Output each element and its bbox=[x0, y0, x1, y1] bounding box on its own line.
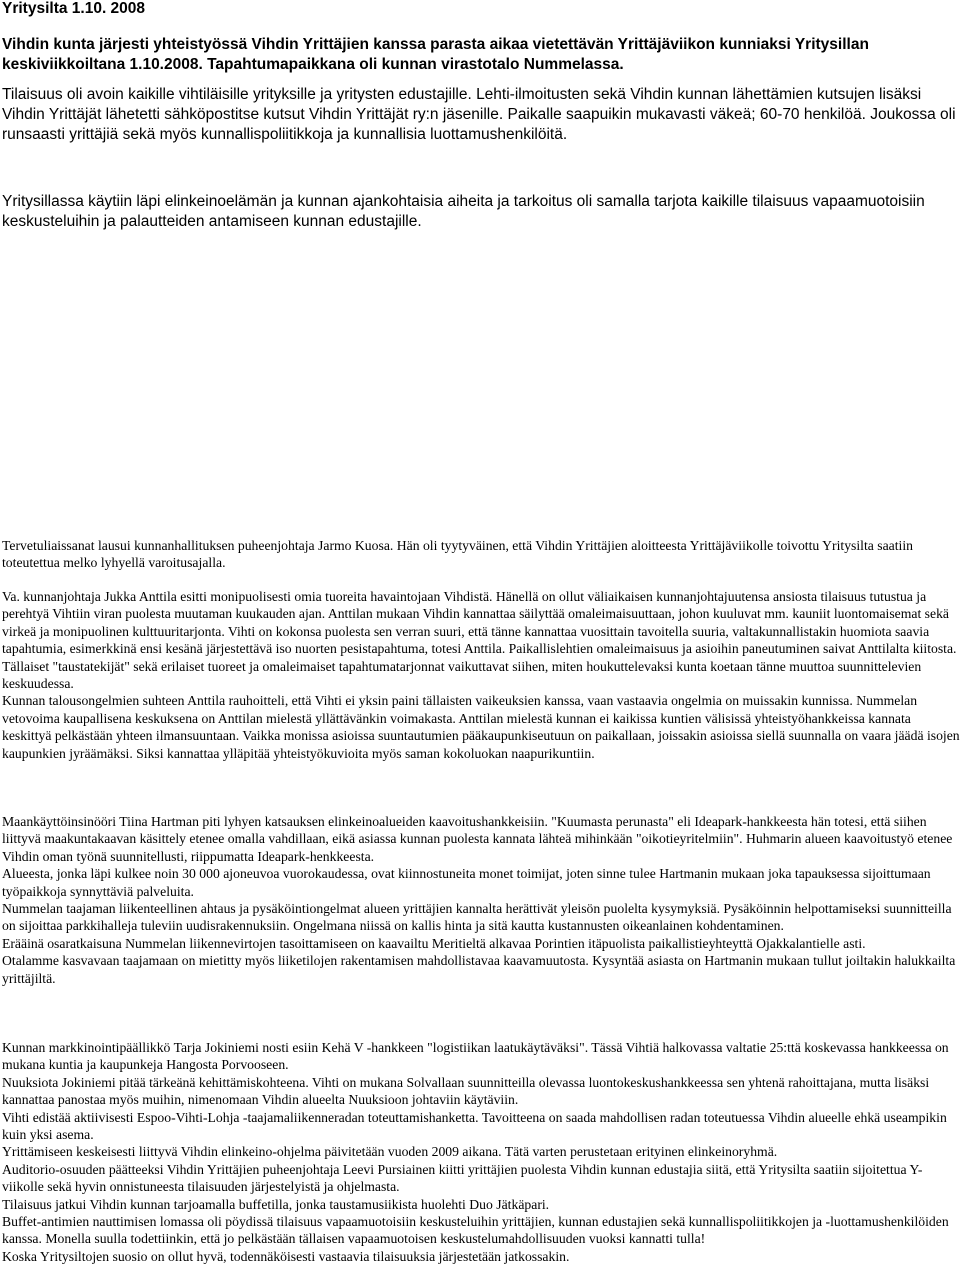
land-use-line-1: Maankäyttöinsinööri Tiina Hartman piti lyhyen katsauksen elinkeinoalueiden kaavoitushankkeisiin. "Kuumasta perunasta" eli Ideapark-hankkeesta hän totesi, että siihen liittyvä maakuntakaavan käsittely etenee omalla vahdillaan, eikä asiassa kunnan puolesta kannata lähteä mihinkään "oikotieyritelmiin". Huhmarin alueen kaavoitustyö etenee Vihdin oman työnä suunnitellusti, riippumatta Ideapark-henkkeesta. bbox=[2, 814, 953, 864]
section-welcome bbox=[2, 537, 960, 572]
land-use-line-2: Alueesta, jonka läpi kulkee noin 30 000 ajoneuvoa vuorokaudessa, ovat kiinnostuneita monet toimijat, joten sinne tulee Hartmanin mukaan joka tapauksessa sijoittumaan työpaikkoja synnyttäviä palveluita. bbox=[2, 866, 931, 899]
land-use-line-4: Erääinä osaratkaisuna Nummelan liikennevirtojen tasoittamiseen on kaavailtu Meritieltä alkavaa Porintien itäpuolista paikallistieyhteyttä Ojakkalantielle asti. bbox=[2, 935, 866, 951]
document-title: Yritysilta 1.10. 2008 bbox=[2, 0, 146, 17]
marketing-line-2: Nuuksiota Jokiniemi pitää tärkeänä kehittämiskohteena. Vihti on mukana Solvallaan suunnitteilla olevassa luontokeskushankkeessa sen yhtenä rahoittajana, mutta lisäksi kannattaa panostaa myös muihin, nimenomaan Vihdin alueelta Nuuksioon johtaviin käytäviin. bbox=[2, 1074, 930, 1108]
mayor-line-1: Va. kunnanjohtaja Jukka Anttila esitti monipuolisesti omia tuoreita havaintojaan Vihdistä. Hänellä on ollut väliaikaisen kunnanjohtajuutensa ansiosta tilaisuus tutustua ja perehtyä Vihtiin viran puolesta muutaman kuukauden ajan. Anttilan mukaan Vihdin kannattaa säilyttää omaleimaisuuttaan, johon kuuluvat mm. kauniit luontomaisemat sekä virkeä ja monipuolinen kulttuuritarjonta. Vihti on kokonsa puolesta sen verran suuri, että tänne kannattaa vuosittain tavoitella suuria, valtakunnallistakin huomiota saavia tapahtumia, esimerkkinä ensi kesänä järjestettävä iso nuorten pesistapahtuma, totesi Anttila. Paikallislehtien omaleimaisuus ja asioihin paneutuminen saivat Anttilalta kiitosta. bbox=[2, 589, 957, 657]
marketing-line-5: Auditorio-osuuden päätteeksi Vihdin Yrittäjien puheenjohtaja Leevi Pursiainen kiitti yrittäjien puolesta Vihdin kunnan edustajia siitä, että Yritysilta saatiin sijoitettua Y-viikolle sekä hyvin onnistuneesta tilaisuuden järjestelyistä ja ohjelmasta. bbox=[2, 1161, 923, 1195]
intro-lead-paragraph: Vihdin kunta järjesti yhteistyössä Vihdin Yrittäjien kanssa parasta aikaa vietettävän Yrittäjäviikon kunniaksi Yritysillan keskiviikkoiltana 1.10.2008. Tapahtumapaikkana oli kunnan virastotalo Nummelassa. bbox=[2, 36, 869, 73]
section-mayor bbox=[2, 588, 960, 762]
mayor-line-2: Tällaiset "taustatekijät" sekä erilaiset tuoreet ja omaleimaiset tapahtumatarjonnat vaikuttavat siihen, miten houkuttelevaksi kunta koetaan tänne muuttoa suunnittelevien keskuudessa. bbox=[2, 658, 922, 692]
mayor-line-3: Kunnan talousongelmien suhteen Anttila rauhoitteli, että Vihti ei yksin paini tällaisten vaikeuksien kanssa, vaan vastaavia ongelmia on muissakin kunnissa. Nummelan vetovoima kaupallisena keskuksena on Anttilan mielestä yllättävänkin voimakasta. Anttilan mielestä kunnan ei kaikissa kuntien välisissä yhteistyöhankkeissa kannata keskittyä pelkästään yhteen ilmansuuntaan. Vaikka monissa asioissa suuntautumien pääkaupunkiseutuun on paikallaan, joissakin asioissa siellä suunnalla on vaara jäädä isojen kaupunkien jyräämäksi. Siksi kannattaa ylläpitää yhteistyökuvioita myös saman kokoluokan naapurikuntiin. bbox=[2, 693, 960, 761]
land-use-line-5: Otalamme kasvavaan taajamaan on mietitty myös liiketilojen rakentamisen mahdollistavaa kaavamuutosta. Kysyntää asiasta on Hartmanin mukaan tullut joiltakin halukkailta yrittäjiltä. bbox=[2, 953, 956, 986]
marketing-line-8: Koska Yritysiltojen suosio on ollut hyvä, todennäköisesti vastaavia tilaisuuksia järjestetään jatkossakin. bbox=[2, 1248, 570, 1264]
marketing-line-3: Vihti edistää aktiivisesti Espoo-Vihti-Lohja -taajamaliikenneradan toteuttamishanketta. Tavoitteena on saada mahdollisen radan toteutuessa Vihdin alueelle ehkä useampikin kuin yksi asema. bbox=[2, 1109, 947, 1143]
land-use-line-3: Nummelan taajaman liikenteellinen ahtaus ja pysäköintiongelmat alueen yrittäjien kannalta herättivät yleisön puolelta kysymyksiä. Pysäköinnin helpottamiseksi suunnitteilla on sijoittaa parkkihalleja tuleviin uudisrakennuksiin. Ongelmana niissä on kallis hinta ja sitä kautta kustannusten oikeanlainen kohdentaminen. bbox=[2, 901, 952, 934]
section-land-use bbox=[2, 813, 960, 987]
marketing-line-7: Buffet-antimien nauttimisen lomassa oli pöydissä tilaisuus vapaamuotoisiin keskusteluihin yrittäjien, kunnan edustajien sekä kunnallispoliitikkojen ja -luottamushenkilöiden kanssa. Monella suulla todettiinkin, että jo pelkästään tällaisen vapaamuotoisen keskustelumahdollisuuden vuoksi kannatti tulla! bbox=[2, 1214, 949, 1247]
marketing-line-4: Yrittämiseen keskeisesti liittyvä Vihdin elinkeino-ohjelma päivitetään vuoden 2009 aikana. Tätä varten perustetaan erityinen elinkeinoryhmä. bbox=[2, 1144, 778, 1160]
section-marketing bbox=[2, 1039, 960, 1265]
marketing-line-1: Kunnan markkinointipäällikkö Tarja Jokiniemi nosti esiin Kehä V -hankkeen "logistiikan laatukäytäväksi". Tässä Vihtiä halkovassa valtatie 25:ttä koskevassa hankkeessa on mukana kuntia ja kaupunkeja Hangosta Porvooseen. bbox=[2, 1040, 949, 1073]
marketing-line-6: Tilaisuus jatkui Vihdin kunnan tarjoamalla buffetilla, jonka taustamusiikista huolehti Duo Jätkäpari. bbox=[2, 1196, 550, 1212]
intro-paragraph-attendance: Tilaisuus oli avoin kaikille vihtiläisille yrityksille ja yritysten edustajille. Lehti-ilmoitusten sekä Vihdin kunnan lähettämien kutsujen lisäksi Vihdin Yrittäjät lähetetti sähköpostitse kutsut Vihdin Yrittäjät ry:n jäsenille. Paikalle saapuikin mukavasti väkeä; 60-70 henkilöä. Joukossa oli runsaasti yrittäjiä sekä myös kunnallispoliitikkoja ja kunnallisia luottamushenkilöitä. bbox=[2, 86, 956, 143]
welcome-text: Tervetuliaissanat lausui kunnanhallituksen puheenjohtaja Jarmo Kuosa. Hän oli tyytyväinen, että Vihdin Yrittäjien aloitteesta Yrittäjäviikolle toivottu Yritysilta saatiin toteutettua melko lyhyellä varoitusajalla. bbox=[2, 538, 914, 571]
intro-paragraph-purpose: Yritysillassa käytiin läpi elinkeinoelämän ja kunnan ajankohtaisia aiheita ja tarkoitus oli samalla tarjota kaikille tilaisuus vapaamuotoisiin keskusteluihin ja palautteiden antamiseen kunnan edustajille. bbox=[2, 193, 925, 230]
